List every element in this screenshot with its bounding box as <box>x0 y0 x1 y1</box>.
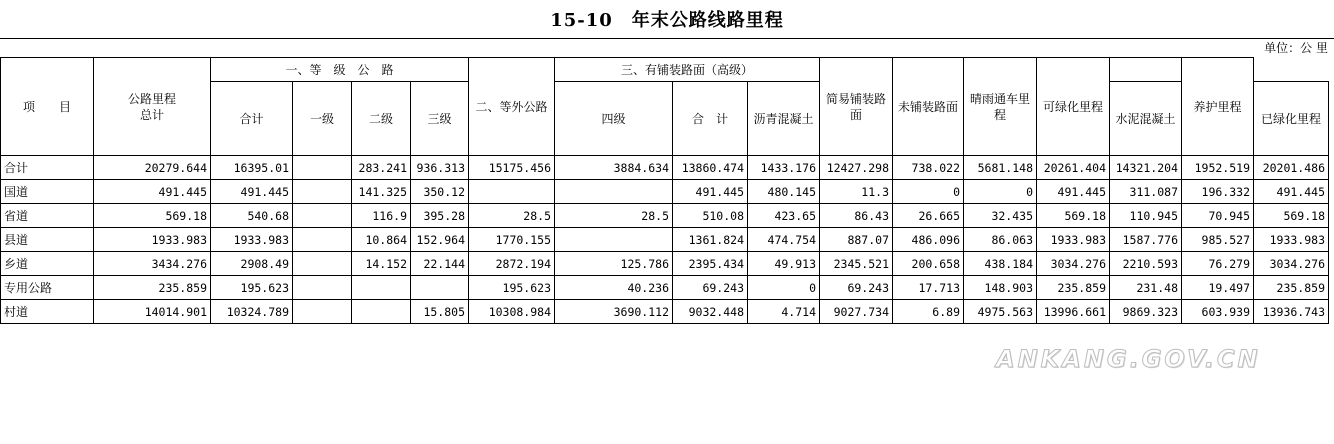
table-cell: 2345.521 <box>820 252 893 276</box>
table-cell: 14321.204 <box>1110 156 1182 180</box>
table-cell: 196.332 <box>1182 180 1254 204</box>
table-cell: 28.5 <box>555 204 673 228</box>
header-grade-group: 一、等 级 公 路 <box>211 58 469 82</box>
row-label: 省道 <box>1 204 94 228</box>
table-row <box>1 228 1329 252</box>
row-label: 专用公路 <box>1 276 94 300</box>
header-greened-top <box>1110 58 1182 82</box>
table-cell: 283.241 <box>352 156 411 180</box>
table-cell: 200.658 <box>893 252 964 276</box>
table-cell: 1433.176 <box>748 156 820 180</box>
table-row <box>1 204 1329 228</box>
site-watermark: ANKANG.GOV.CN <box>996 345 1261 373</box>
table-cell <box>293 276 352 300</box>
table-cell: 231.48 <box>1110 276 1182 300</box>
table-cell: 0 <box>964 180 1037 204</box>
table-cell: 9027.734 <box>820 300 893 324</box>
table-cell <box>555 180 673 204</box>
table-cell: 6.89 <box>893 300 964 324</box>
table-cell: 350.12 <box>411 180 469 204</box>
table-cell <box>293 156 352 180</box>
table-cell <box>293 252 352 276</box>
header-total-mileage: 公路里程 总计 <box>94 58 211 156</box>
header-cement: 水泥混凝土 <box>1110 82 1182 156</box>
table-cell: 141.325 <box>352 180 411 204</box>
table-cell: 86.063 <box>964 228 1037 252</box>
table-cell: 395.28 <box>411 204 469 228</box>
table-cell: 1587.776 <box>1110 228 1182 252</box>
table-cell: 2872.194 <box>469 252 555 276</box>
header-grade3: 三级 <box>411 82 469 156</box>
table-cell <box>411 276 469 300</box>
table-cell: 603.939 <box>1182 300 1254 324</box>
table-cell: 13860.474 <box>673 156 748 180</box>
table-cell: 86.43 <box>820 204 893 228</box>
header-greenable: 可绿化里程 <box>1037 58 1110 156</box>
page-title: 15-10 年末公路线路里程 <box>550 10 784 31</box>
table-cell <box>293 300 352 324</box>
unit-row <box>0 38 1334 57</box>
table-cell: 16395.01 <box>211 156 293 180</box>
table-cell: 10.864 <box>352 228 411 252</box>
table-cell: 3034.276 <box>1254 252 1329 276</box>
table-cell: 11.3 <box>820 180 893 204</box>
row-label: 县道 <box>1 228 94 252</box>
table-cell: 40.236 <box>555 276 673 300</box>
table-cell: 985.527 <box>1182 228 1254 252</box>
header-unpaved: 未铺装路面 <box>893 58 964 156</box>
table-cell: 28.5 <box>469 204 555 228</box>
table-cell: 0 <box>748 276 820 300</box>
table-cell: 110.945 <box>1110 204 1182 228</box>
table-cell: 569.18 <box>1254 204 1329 228</box>
table-cell: 195.623 <box>469 276 555 300</box>
table-cell: 19.497 <box>1182 276 1254 300</box>
table-cell: 2395.434 <box>673 252 748 276</box>
table-cell: 3884.634 <box>555 156 673 180</box>
table-cell: 738.022 <box>893 156 964 180</box>
table-cell: 1933.983 <box>1037 228 1110 252</box>
table-cell: 13996.661 <box>1037 300 1110 324</box>
table-cell: 491.445 <box>673 180 748 204</box>
table-cell: 116.9 <box>352 204 411 228</box>
table-cell: 20261.404 <box>1037 156 1110 180</box>
table-cell: 0 <box>893 180 964 204</box>
table-cell: 235.859 <box>1254 276 1329 300</box>
header-all-weather: 晴雨通车里程 <box>964 58 1037 156</box>
table-cell: 480.145 <box>748 180 820 204</box>
table-cell: 70.945 <box>1182 204 1254 228</box>
table-cell: 569.18 <box>94 204 211 228</box>
table-cell: 474.754 <box>748 228 820 252</box>
table-cell: 887.07 <box>820 228 893 252</box>
table-cell: 125.786 <box>555 252 673 276</box>
table-cell: 69.243 <box>673 276 748 300</box>
table-row <box>1 180 1329 204</box>
table-cell: 14.152 <box>352 252 411 276</box>
table-cell: 235.859 <box>94 276 211 300</box>
table-row <box>1 300 1329 324</box>
table-cell: 936.313 <box>411 156 469 180</box>
table-cell: 20279.644 <box>94 156 211 180</box>
table-cell: 423.65 <box>748 204 820 228</box>
table-cell: 1933.983 <box>1254 228 1329 252</box>
table-cell: 491.445 <box>1254 180 1329 204</box>
table-cell <box>352 276 411 300</box>
header-grade2: 二级 <box>352 82 411 156</box>
table-cell <box>469 180 555 204</box>
table-cell: 22.144 <box>411 252 469 276</box>
row-label: 村道 <box>1 300 94 324</box>
header-greened: 已绿化里程 <box>1254 82 1329 156</box>
table-cell: 148.903 <box>964 276 1037 300</box>
table-cell: 491.445 <box>94 180 211 204</box>
header-grade-total: 合计 <box>211 82 293 156</box>
table-cell: 569.18 <box>1037 204 1110 228</box>
table-row <box>1 276 1329 300</box>
row-label: 乡道 <box>1 252 94 276</box>
table-cell: 540.68 <box>211 204 293 228</box>
table-cell: 311.087 <box>1110 180 1182 204</box>
table-cell: 1933.983 <box>94 228 211 252</box>
table-cell: 438.184 <box>964 252 1037 276</box>
table-cell: 4975.563 <box>964 300 1037 324</box>
header-project: 项 目 <box>1 58 94 156</box>
table-cell: 3690.112 <box>555 300 673 324</box>
mileage-table <box>0 57 1329 324</box>
table-cell: 4.714 <box>748 300 820 324</box>
header-substandard: 二、等外公路 <box>469 58 555 156</box>
table-cell: 17.713 <box>893 276 964 300</box>
table-cell: 1933.983 <box>211 228 293 252</box>
header-maintained: 养护里程 <box>1182 58 1254 156</box>
table-cell <box>555 228 673 252</box>
table-cell: 486.096 <box>893 228 964 252</box>
header-asphalt: 沥青混凝土 <box>748 82 820 156</box>
table-cell: 195.623 <box>211 276 293 300</box>
header-grade1: 一级 <box>293 82 352 156</box>
table-cell: 2908.49 <box>211 252 293 276</box>
table-cell: 1361.824 <box>673 228 748 252</box>
table-cell <box>352 300 411 324</box>
table-cell: 510.08 <box>673 204 748 228</box>
table-cell <box>293 180 352 204</box>
table-cell: 152.964 <box>411 228 469 252</box>
table-cell: 20201.486 <box>1254 156 1329 180</box>
table-cell: 491.445 <box>211 180 293 204</box>
table-row <box>1 252 1329 276</box>
table-cell: 10308.984 <box>469 300 555 324</box>
title-bar <box>0 0 1334 39</box>
table-cell: 5681.148 <box>964 156 1037 180</box>
table-cell <box>293 228 352 252</box>
header-grade4: 四级 <box>555 82 673 156</box>
table-cell: 1770.155 <box>469 228 555 252</box>
table-cell: 9032.448 <box>673 300 748 324</box>
table-cell: 49.913 <box>748 252 820 276</box>
table-cell: 3034.276 <box>1037 252 1110 276</box>
table-cell: 10324.789 <box>211 300 293 324</box>
table-cell: 12427.298 <box>820 156 893 180</box>
table-cell: 14014.901 <box>94 300 211 324</box>
table-cell: 2210.593 <box>1110 252 1182 276</box>
table-cell: 15.805 <box>411 300 469 324</box>
table-cell: 3434.276 <box>94 252 211 276</box>
table-cell: 76.279 <box>1182 252 1254 276</box>
table-cell: 13936.743 <box>1254 300 1329 324</box>
table-cell: 26.665 <box>893 204 964 228</box>
table-cell: 9869.323 <box>1110 300 1182 324</box>
table-cell: 32.435 <box>964 204 1037 228</box>
table-cell: 235.859 <box>1037 276 1110 300</box>
row-label: 国道 <box>1 180 94 204</box>
table-cell: 1952.519 <box>1182 156 1254 180</box>
table-cell <box>293 204 352 228</box>
table-row <box>1 156 1329 180</box>
header-simple-paved: 简易铺装路面 <box>820 58 893 156</box>
table-cell: 69.243 <box>820 276 893 300</box>
table-cell: 491.445 <box>1037 180 1110 204</box>
table-cell: 15175.456 <box>469 156 555 180</box>
header-paved-group: 三、有铺装路面（高级） <box>555 58 820 82</box>
header-paved-total: 合 计 <box>673 82 748 156</box>
row-label: 合计 <box>1 156 94 180</box>
unit-label: 单位：公 里 <box>1264 41 1328 55</box>
